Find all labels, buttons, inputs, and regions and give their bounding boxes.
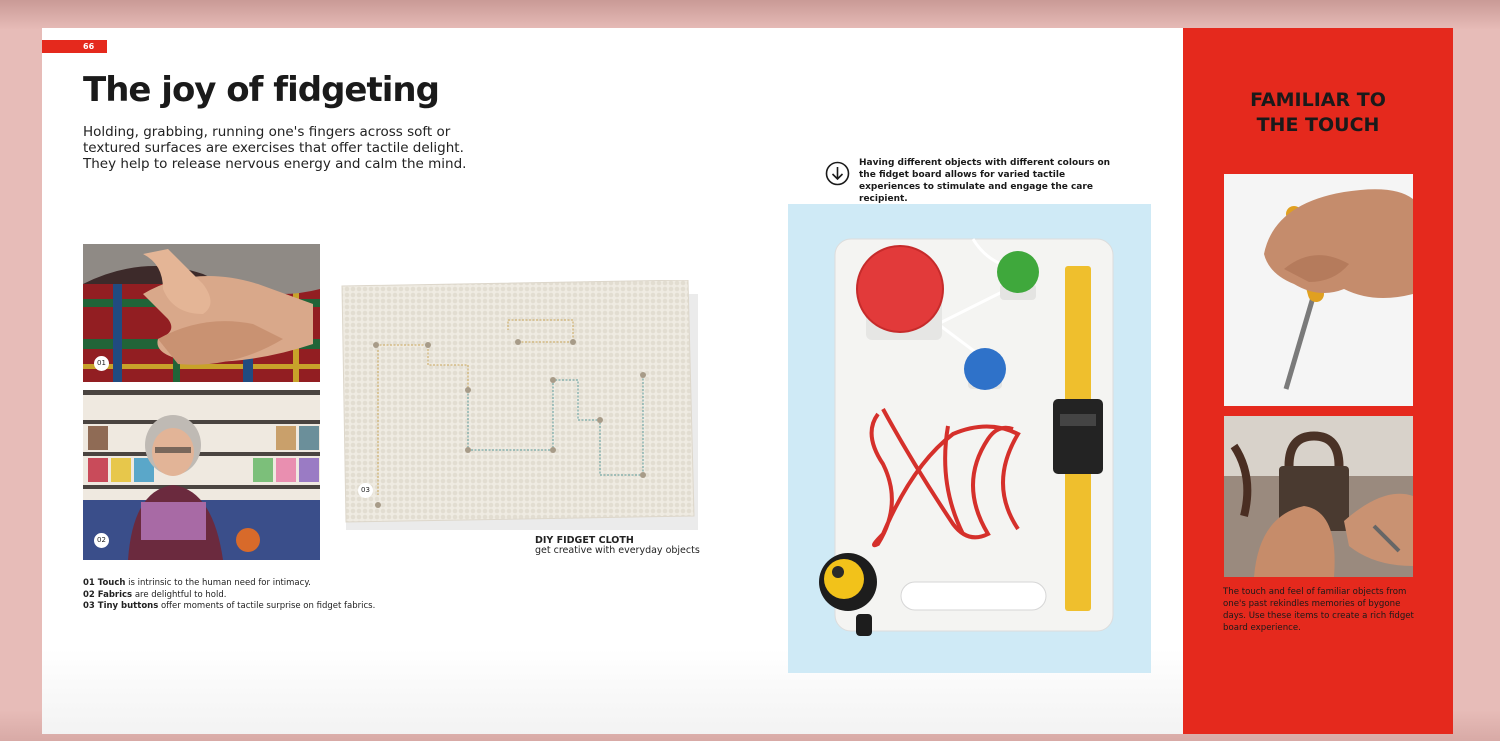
photo-screwdriver bbox=[1224, 174, 1413, 406]
photo-fidget-cloth bbox=[338, 280, 698, 530]
side-title-line-2: THE TOUCH bbox=[1256, 114, 1380, 136]
badge-02: 02 bbox=[94, 533, 109, 548]
caption-03: 03 Tiny buttons offer moments of tactile surprise on fidget fabrics. bbox=[83, 601, 376, 611]
fidget-cloth-image bbox=[338, 280, 698, 530]
hands-on-blanket-image bbox=[83, 244, 320, 382]
photo-captions bbox=[83, 578, 375, 613]
side-title-line-1: FAMILIAR TO bbox=[1250, 89, 1386, 111]
caption-01: 01 Touch is intrinsic to the human need for intimacy. bbox=[83, 578, 311, 588]
badge-03: 03 bbox=[358, 483, 373, 498]
photo-padlock bbox=[1224, 416, 1413, 577]
arrow-down-circle-icon bbox=[825, 161, 850, 186]
side-panel bbox=[1183, 28, 1453, 734]
woman-knitting-image bbox=[83, 390, 320, 560]
intro-paragraph: Holding, grabbing, running one's fingers across soft or textured surfaces are exercises that offer tactile delight. They help to release nervous energy and calm the mind. bbox=[83, 124, 467, 172]
badge-01: 01 bbox=[94, 356, 109, 371]
side-panel-title bbox=[1183, 88, 1453, 138]
screwdriver-hand-image bbox=[1224, 174, 1413, 406]
page-title: The joy of fidgeting bbox=[83, 70, 439, 110]
caption-02: 02 Fabrics are delightful to hold. bbox=[83, 589, 227, 600]
photo-hands-touch bbox=[83, 244, 320, 382]
fidget-board-image bbox=[788, 204, 1151, 673]
fidget-board-note: Having different objects with different colours on the fidget board allows for varied tactile experiences to stimulate and engage the care recipient. bbox=[859, 158, 1111, 204]
photo-woman-knitting bbox=[83, 390, 320, 560]
diy-subtitle: get creative with everyday objects bbox=[535, 545, 700, 556]
fidget-board-photo bbox=[788, 204, 1151, 673]
page-number: 66 bbox=[42, 40, 107, 53]
diy-title: DIY FIDGET CLOTH bbox=[535, 535, 634, 546]
diy-caption bbox=[535, 536, 700, 556]
padlock-hands-image bbox=[1224, 416, 1413, 577]
side-panel-body: The touch and feel of familiar objects from one's past rekindles memories of bygone days. Use these items to create a rich fidget board experience. bbox=[1223, 587, 1414, 633]
magazine-page bbox=[42, 28, 1453, 734]
